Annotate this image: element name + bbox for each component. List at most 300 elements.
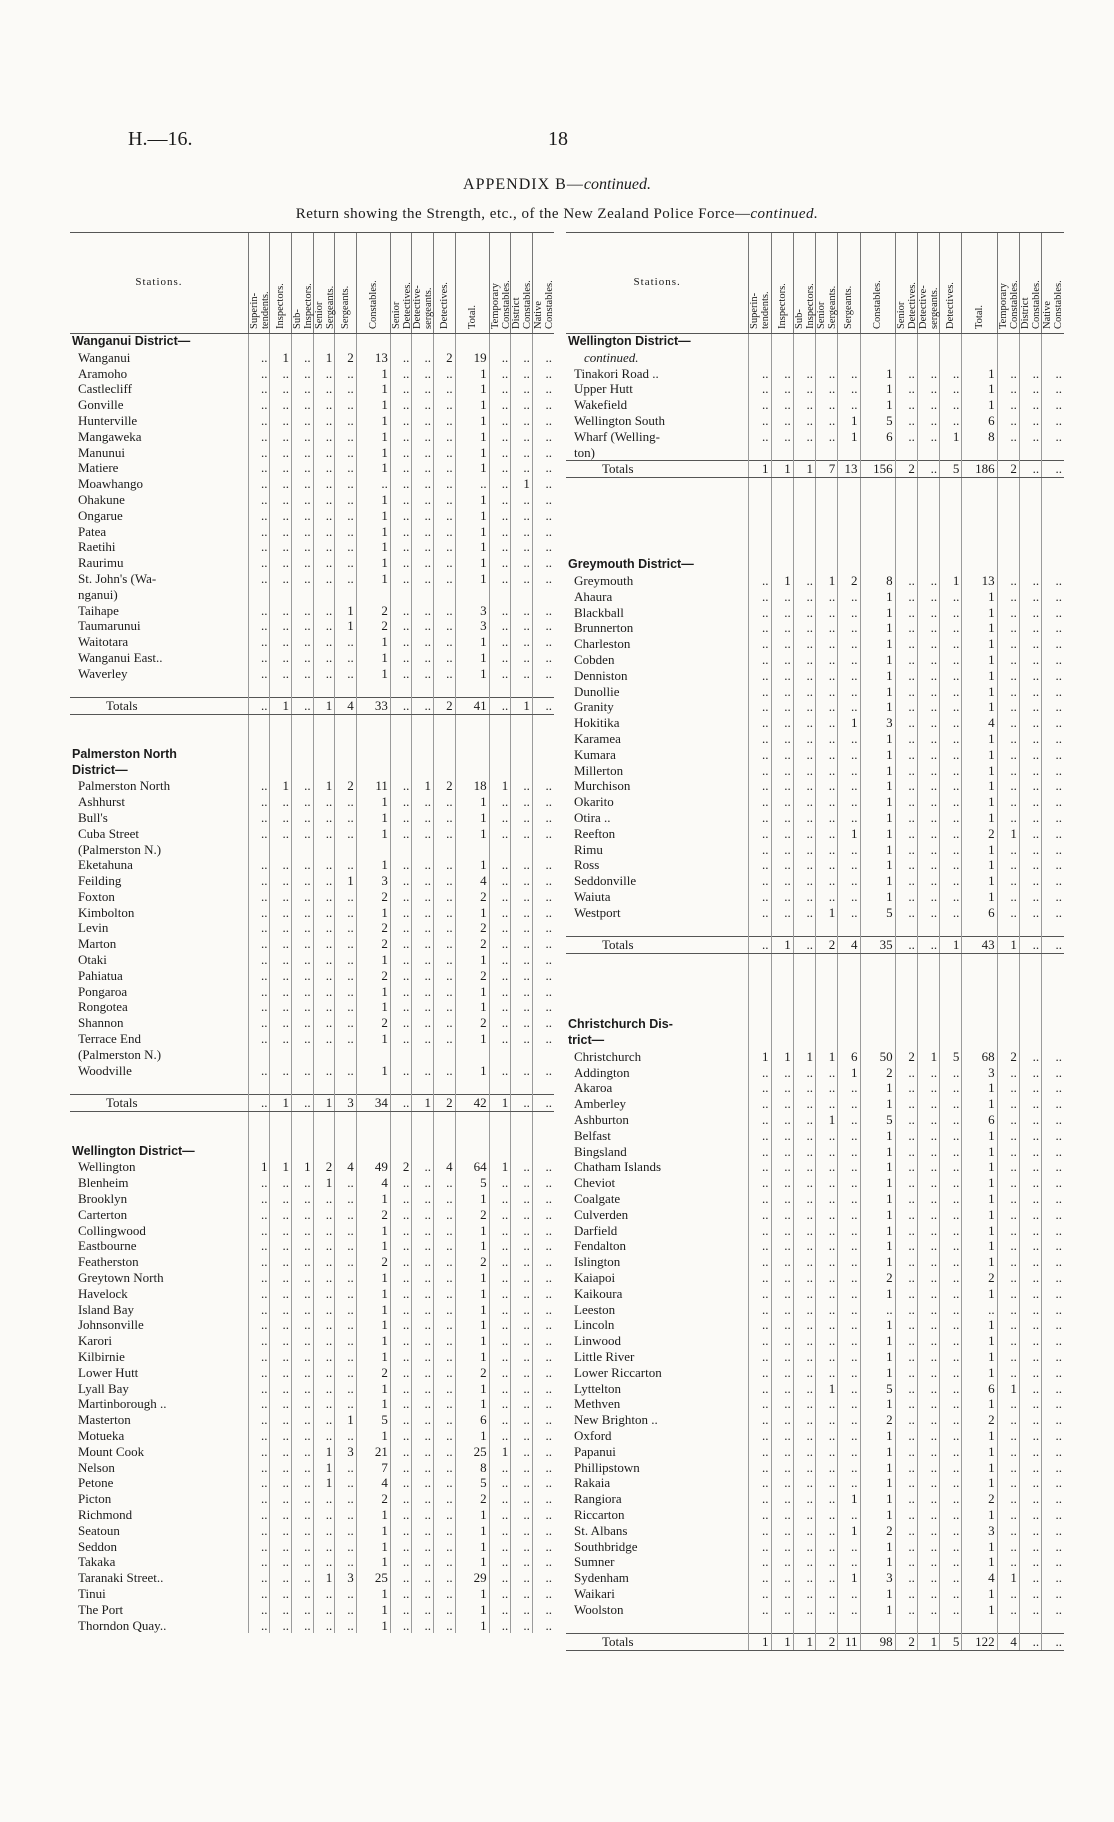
cell-value: ..	[1019, 1175, 1041, 1191]
cell-value	[940, 541, 962, 557]
cell-value: ..	[749, 381, 771, 397]
column-header-label: Inspectors.	[776, 283, 788, 329]
table-row	[566, 1112, 1064, 1128]
cell-value: ..	[292, 1444, 314, 1460]
cell-value: ..	[335, 1317, 357, 1333]
cell-value	[532, 1112, 554, 1128]
cell-value: ..	[511, 1286, 533, 1302]
station-name: St. John's (Wa-	[78, 570, 157, 586]
cell-value	[1042, 478, 1064, 494]
cell-value: ..	[292, 1175, 314, 1191]
table-row	[70, 381, 554, 397]
cell-value: ..	[292, 1428, 314, 1444]
cell-value: ..	[532, 460, 554, 476]
cell-value	[1019, 541, 1041, 557]
cell-value: ..	[1042, 1128, 1064, 1144]
cell-value: ..	[793, 1539, 815, 1555]
cell-value	[749, 920, 771, 936]
cell-value: ..	[489, 1349, 511, 1365]
cell-value: ..	[793, 1112, 815, 1128]
cell-value: ..	[838, 763, 860, 779]
cell-value: ..	[313, 857, 335, 873]
column-header	[997, 233, 1019, 334]
cell-value: ..	[816, 1286, 838, 1302]
cell-value	[940, 478, 962, 494]
column-header-label: Sub- Inspectors.	[292, 283, 315, 329]
table-row	[70, 1175, 554, 1191]
cell-value: ..	[838, 1223, 860, 1239]
cell-value	[356, 1078, 390, 1094]
cell-value: ..	[1042, 1634, 1064, 1651]
cell-value: ..	[248, 1507, 270, 1523]
cell-value: ..	[917, 905, 939, 921]
cell-value: ..	[1019, 1602, 1041, 1618]
cell-value: 1	[489, 1095, 511, 1112]
cell-value: ..	[917, 1333, 939, 1349]
table-row	[566, 684, 1064, 700]
cell-value: ..	[248, 1015, 270, 1031]
cell-value	[390, 747, 412, 763]
cell-value: ..	[412, 445, 434, 461]
cell-value: ..	[917, 857, 939, 873]
cell-value: ..	[412, 1349, 434, 1365]
cell-value	[412, 763, 434, 779]
table-row	[566, 1428, 1064, 1444]
cell-value: ..	[532, 794, 554, 810]
cell-value: ..	[511, 889, 533, 905]
cell-value	[489, 747, 511, 763]
cell-value: ..	[532, 1570, 554, 1586]
cell-value: ..	[292, 1031, 314, 1047]
cell-value: ..	[270, 555, 292, 571]
cell-value: ..	[270, 1523, 292, 1539]
cell-value: ..	[1019, 1223, 1041, 1239]
cell-value: ..	[917, 1523, 939, 1539]
table-row	[566, 589, 1064, 605]
cell-value: 1	[356, 460, 390, 476]
cell-value: 3	[860, 1570, 895, 1586]
cell-value: ..	[1019, 1444, 1041, 1460]
cell-value: ..	[412, 618, 434, 634]
cell-value	[771, 350, 793, 366]
cell-value: 1	[749, 1049, 771, 1065]
cell-value: ..	[997, 366, 1019, 382]
station-name: Collingwood	[78, 1222, 146, 1238]
cell-value: ..	[917, 1286, 939, 1302]
cell-value: ..	[532, 1207, 554, 1223]
cell-value: ..	[412, 1491, 434, 1507]
cell-value	[838, 494, 860, 510]
station-name: Charleston	[574, 636, 631, 652]
cell-value: ..	[292, 794, 314, 810]
cell-value: ..	[532, 1286, 554, 1302]
cell-value: 3	[455, 618, 489, 634]
cell-value: 6	[838, 1049, 860, 1065]
cell-value: ..	[997, 652, 1019, 668]
cell-value: ..	[895, 1175, 917, 1191]
cell-value	[838, 970, 860, 986]
cell-value: ..	[335, 1015, 357, 1031]
cell-value	[749, 557, 771, 573]
cell-value: ..	[532, 1223, 554, 1239]
cell-value: 29	[455, 1570, 489, 1586]
cell-value: ..	[997, 1428, 1019, 1444]
cell-value: ..	[434, 1191, 456, 1207]
cell-value: ..	[335, 984, 357, 1000]
cell-value: ..	[270, 1444, 292, 1460]
cell-value	[1042, 445, 1064, 461]
cell-value: 1	[356, 1349, 390, 1365]
cell-value: ..	[248, 1602, 270, 1618]
cell-value	[771, 541, 793, 557]
cell-value: 1	[962, 652, 997, 668]
cell-value: ..	[940, 699, 962, 715]
cell-value: ..	[270, 905, 292, 921]
station-name: Petone	[78, 1475, 114, 1491]
cell-value: ..	[1019, 1238, 1041, 1254]
cell-value	[248, 587, 270, 603]
cell-value: ..	[313, 555, 335, 571]
district-heading	[566, 1033, 1064, 1049]
cell-value: ..	[248, 1191, 270, 1207]
cell-value: ..	[434, 1270, 456, 1286]
cell-value: ..	[511, 1159, 533, 1175]
column-header	[412, 233, 434, 334]
cell-value	[838, 954, 860, 970]
cell-value: ..	[997, 1286, 1019, 1302]
cell-value: ..	[489, 1475, 511, 1491]
cell-value: ..	[940, 1238, 962, 1254]
cell-value: ..	[532, 555, 554, 571]
cell-value: 1	[962, 731, 997, 747]
cell-value: 1	[962, 1191, 997, 1207]
cell-value: ..	[511, 366, 533, 382]
cell-value: ..	[248, 1207, 270, 1223]
cell-value	[793, 334, 815, 350]
cell-value: 1	[962, 636, 997, 652]
cell-value: ..	[1042, 1586, 1064, 1602]
cell-value: ..	[248, 1570, 270, 1586]
cell-value: ..	[917, 605, 939, 621]
table-row	[70, 397, 554, 413]
station-name	[70, 682, 248, 698]
cell-value: ..	[917, 1444, 939, 1460]
cell-value: ..	[816, 1570, 838, 1586]
cell-value	[335, 1128, 357, 1144]
cell-value: 1	[962, 889, 997, 905]
cell-value: 1	[860, 826, 895, 842]
cell-value: ..	[940, 715, 962, 731]
cell-value: ..	[838, 1333, 860, 1349]
cell-value: ..	[816, 1554, 838, 1570]
cell-value: ..	[838, 1475, 860, 1491]
table-row	[70, 1570, 554, 1586]
cell-value: ..	[532, 350, 554, 366]
station-name: Rimu	[574, 841, 603, 857]
cell-value: ..	[749, 1444, 771, 1460]
cell-value: ..	[335, 1223, 357, 1239]
cell-value: 1	[793, 1634, 815, 1651]
cell-value: 1	[455, 1063, 489, 1079]
station-name: trict—	[568, 1033, 605, 1048]
cell-value: ..	[532, 1586, 554, 1602]
cell-value: 1	[455, 1270, 489, 1286]
cell-value: 1	[860, 684, 895, 700]
table-row	[70, 366, 554, 382]
cell-value: ..	[390, 1254, 412, 1270]
cell-value: 1	[997, 937, 1019, 954]
station-name	[566, 478, 749, 494]
cell-value: ..	[292, 698, 314, 715]
cell-value: ..	[335, 826, 357, 842]
cell-value: ..	[248, 1586, 270, 1602]
cell-value: ..	[434, 618, 456, 634]
cell-value: ..	[313, 984, 335, 1000]
station-name: Akaroa	[574, 1080, 613, 1096]
cell-value: ..	[511, 539, 533, 555]
cell-value: 1	[860, 1333, 895, 1349]
cell-value	[489, 1078, 511, 1094]
cell-value: ..	[771, 413, 793, 429]
station-name: Mount Cook	[78, 1443, 145, 1459]
cell-value: ..	[895, 589, 917, 605]
cell-value	[962, 986, 997, 1002]
cell-value	[749, 445, 771, 461]
cell-value: ..	[895, 1365, 917, 1381]
cell-value: ..	[917, 1586, 939, 1602]
cell-value: ..	[771, 810, 793, 826]
cell-value	[771, 1001, 793, 1017]
table-row	[566, 1586, 1064, 1602]
column-header-label: Constables.	[872, 280, 884, 329]
cell-value: ..	[1042, 1365, 1064, 1381]
cell-value: 1	[313, 698, 335, 715]
cell-value: 5	[860, 905, 895, 921]
cell-value: ..	[434, 936, 456, 952]
cell-value: ..	[313, 952, 335, 968]
station-name: Darfield	[574, 1222, 618, 1238]
cell-value: ..	[292, 508, 314, 524]
cell-value: ..	[1019, 1065, 1041, 1081]
column-header-label: Senior Detectives.	[895, 282, 918, 329]
cell-value: ..	[1019, 873, 1041, 889]
cell-value	[390, 731, 412, 747]
cell-value: ..	[1019, 763, 1041, 779]
cell-value	[962, 1017, 997, 1033]
station-name: Levin	[78, 920, 109, 936]
cell-value: ..	[511, 603, 533, 619]
station-name: Upper Hutt	[574, 381, 633, 397]
station-name: Taihape	[78, 602, 119, 618]
cell-value: ..	[1042, 763, 1064, 779]
station-name	[566, 970, 749, 986]
cell-value: ..	[771, 715, 793, 731]
cell-value: ..	[940, 605, 962, 621]
cell-value: ..	[313, 666, 335, 682]
cell-value: ..	[793, 1317, 815, 1333]
cell-value: ..	[335, 905, 357, 921]
cell-value	[1042, 1001, 1064, 1017]
column-header-label: District Constables.	[1019, 280, 1042, 329]
cell-value: ..	[793, 1270, 815, 1286]
column-header-label: Sergeants.	[843, 285, 855, 329]
cell-value: ..	[292, 1317, 314, 1333]
cell-value: ..	[917, 842, 939, 858]
cell-value: 1	[962, 1286, 997, 1302]
cell-value	[511, 747, 533, 763]
cell-value: 1	[962, 1396, 997, 1412]
cell-value	[917, 1001, 939, 1017]
cell-value: ..	[895, 1523, 917, 1539]
cell-value: ..	[816, 684, 838, 700]
cell-value: ..	[390, 1381, 412, 1397]
cell-value: ..	[335, 476, 357, 492]
cell-value: ..	[248, 650, 270, 666]
cell-value: ..	[816, 1523, 838, 1539]
cell-value: ..	[997, 1444, 1019, 1460]
cell-value: ..	[997, 620, 1019, 636]
column-header-label: Native Constables.	[532, 280, 555, 329]
cell-value: ..	[335, 794, 357, 810]
cell-value: ..	[390, 1095, 412, 1112]
cell-value	[860, 494, 895, 510]
cell-value: ..	[412, 1570, 434, 1586]
station-name: Islington	[574, 1254, 621, 1270]
cell-value: ..	[816, 1396, 838, 1412]
cell-value: ..	[511, 1396, 533, 1412]
cell-value: 3	[962, 1065, 997, 1081]
cell-value: 2	[455, 1254, 489, 1270]
cell-value: 1	[455, 826, 489, 842]
cell-value: ..	[335, 650, 357, 666]
cell-value: ..	[270, 650, 292, 666]
cell-value: ..	[838, 1080, 860, 1096]
station-name: Takaka	[78, 1554, 116, 1570]
cell-value: ..	[532, 1602, 554, 1618]
cell-value: 98	[860, 1634, 895, 1651]
cell-value: ..	[292, 778, 314, 794]
cell-value: 1	[771, 461, 793, 478]
cell-value: 7	[356, 1460, 390, 1476]
cell-value: ..	[270, 936, 292, 952]
cell-value	[793, 1017, 815, 1033]
cell-value: 1	[860, 1128, 895, 1144]
cell-value: ..	[940, 1286, 962, 1302]
cell-value	[455, 763, 489, 779]
cell-value	[412, 587, 434, 603]
cell-value: ..	[532, 1365, 554, 1381]
cell-value	[292, 1128, 314, 1144]
cell-value: ..	[895, 1238, 917, 1254]
cell-value	[895, 970, 917, 986]
cell-value: ..	[838, 1317, 860, 1333]
cell-value: ..	[434, 1207, 456, 1223]
cell-value: 6	[962, 413, 997, 429]
cell-value: 1	[511, 698, 533, 715]
cell-value: ..	[793, 826, 815, 842]
cell-value: ..	[313, 1507, 335, 1523]
cell-value: ..	[292, 920, 314, 936]
cell-value	[248, 747, 270, 763]
table-row	[70, 1602, 554, 1618]
cell-value: ..	[895, 1096, 917, 1112]
cell-value: ..	[816, 1065, 838, 1081]
cell-value	[511, 731, 533, 747]
cell-value	[771, 478, 793, 494]
cell-value: ..	[771, 1333, 793, 1349]
cell-value: ..	[511, 920, 533, 936]
cell-value: 1	[962, 873, 997, 889]
cell-value: ..	[771, 1159, 793, 1175]
cell-value	[248, 1078, 270, 1094]
cell-value: ..	[489, 1191, 511, 1207]
cell-value	[1042, 526, 1064, 542]
cell-value: ..	[248, 492, 270, 508]
table-row	[70, 1031, 554, 1047]
cell-value: ..	[940, 589, 962, 605]
cell-value: ..	[532, 1491, 554, 1507]
station-name: New Brighton ..	[574, 1412, 658, 1428]
cell-value: ..	[390, 873, 412, 889]
station-name: Shannon	[78, 1015, 124, 1031]
cell-value: ..	[292, 1286, 314, 1302]
cell-value: ..	[749, 366, 771, 382]
cell-value: 11	[838, 1634, 860, 1651]
cell-value: 1	[455, 539, 489, 555]
cell-value: ..	[997, 1365, 1019, 1381]
cell-value: ..	[895, 857, 917, 873]
cell-value: ..	[771, 1507, 793, 1523]
cell-value: ..	[390, 460, 412, 476]
cell-value: 1	[455, 634, 489, 650]
table-row	[566, 1128, 1064, 1144]
cell-value: ..	[793, 684, 815, 700]
cell-value	[532, 1144, 554, 1160]
table-row	[566, 668, 1064, 684]
cell-value: 2	[962, 1491, 997, 1507]
cell-value: ..	[511, 350, 533, 366]
cell-value	[292, 842, 314, 858]
cell-value: ..	[1042, 1223, 1064, 1239]
cell-value: ..	[511, 826, 533, 842]
cell-value: ..	[1019, 842, 1041, 858]
cell-value: ..	[489, 476, 511, 492]
cell-value	[455, 747, 489, 763]
cell-value: 1	[860, 1223, 895, 1239]
cell-value: ..	[248, 1317, 270, 1333]
cell-value: 7	[816, 461, 838, 478]
column-header	[749, 233, 771, 334]
table-row	[566, 573, 1064, 589]
cell-value: ..	[1042, 1238, 1064, 1254]
cell-value: 2	[997, 461, 1019, 478]
column-header	[895, 233, 917, 334]
cell-value: ..	[793, 1065, 815, 1081]
cell-value: ..	[412, 1523, 434, 1539]
cell-value: ..	[270, 889, 292, 905]
cell-value	[771, 970, 793, 986]
table-row	[566, 413, 1064, 429]
cell-value: 2	[356, 936, 390, 952]
cell-value	[940, 445, 962, 461]
cell-value: 2	[434, 350, 456, 366]
cell-value	[455, 1047, 489, 1063]
cell-value: ..	[511, 1381, 533, 1397]
cell-value: ..	[749, 937, 771, 954]
cell-value: 1	[356, 650, 390, 666]
cell-value	[434, 334, 456, 350]
cell-value	[292, 747, 314, 763]
